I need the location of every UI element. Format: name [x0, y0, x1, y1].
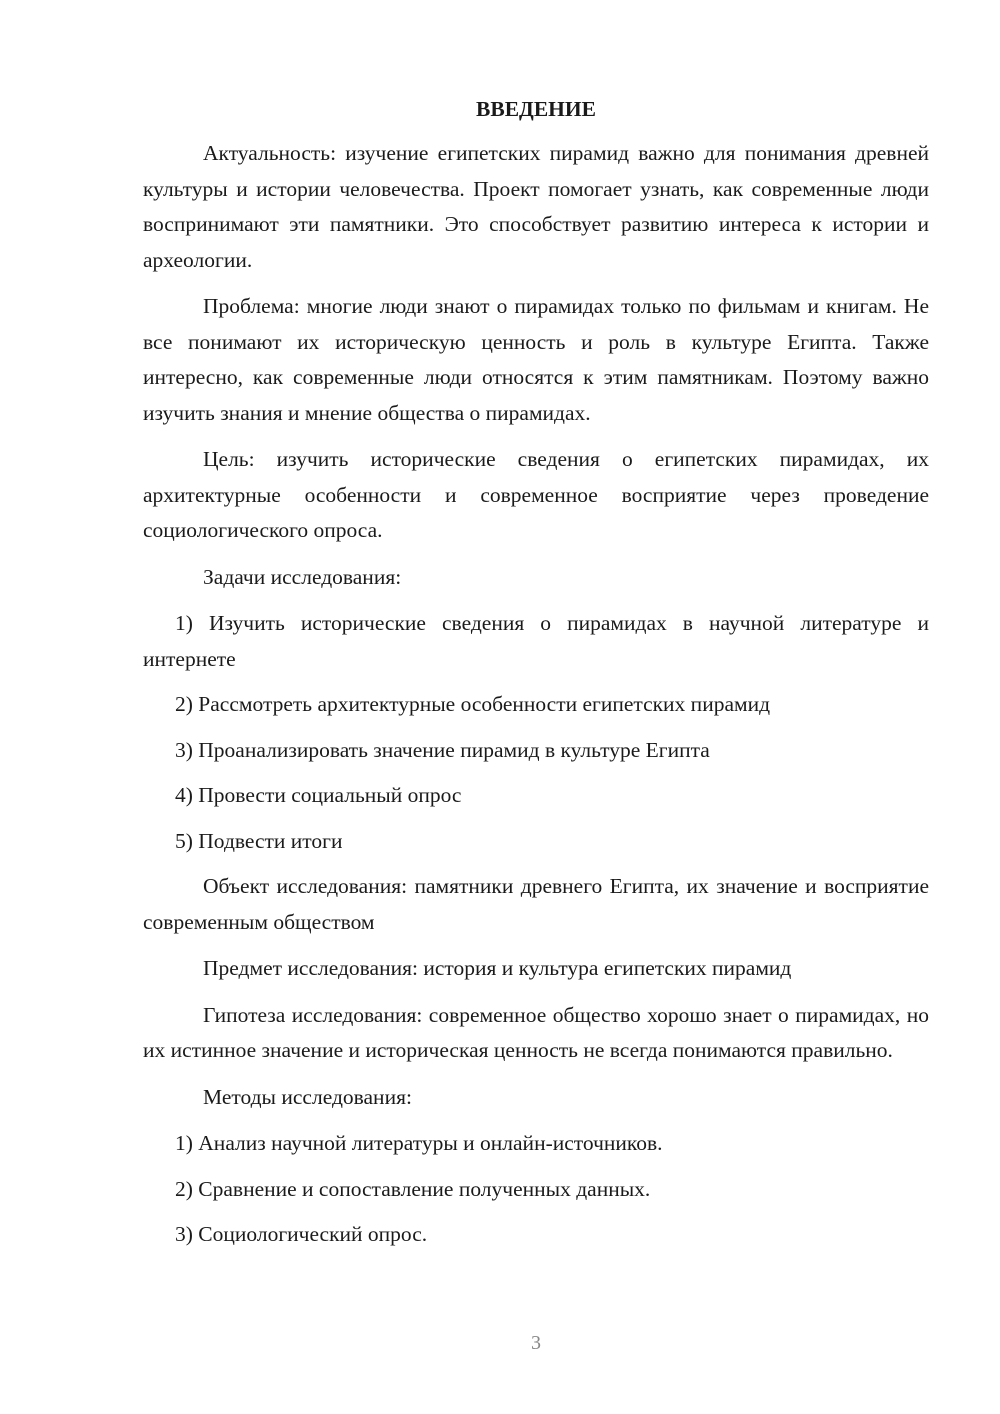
- method-item-2: 2) Сравнение и сопоставление полученных данных.: [175, 1176, 651, 1201]
- methods-heading: Методы исследования:: [203, 1084, 412, 1109]
- task-item-5: 5) Подвести итоги: [175, 828, 343, 853]
- goal-paragraph: Цель: изучить исторические сведения о египетских пирамидах, их архитектурные особенности и современное восприятие через проведение социологического опроса.: [143, 447, 929, 542]
- problem-paragraph: Проблема: многие люди знают о пирамидах только по фильмам и книгам. Не все понимают их историческую ценность и роль в культуре Египта. Также интересно, как современные люди относятся к этим памятникам. Поэтому важно изучить знания и мнение общества о пирамидах.: [143, 294, 929, 425]
- task-item-3: 3) Проанализировать значение пирамид в культуре Египта: [175, 737, 710, 762]
- method-item-3: 3) Социологический опрос.: [175, 1222, 428, 1246]
- page-number: 3: [531, 1332, 541, 1354]
- page-title: ВВЕДЕНИЕ: [476, 97, 596, 121]
- subject-paragraph: Предмет исследования: история и культура египетских пирамид: [203, 956, 792, 980]
- relevance-paragraph: Актуальность: изучение египетских пирамид важно для понимания древней культуры и истории человечества. Проект помогает узнать, как современные люди воспринимают эти памятники. Это способствует развитию интереса к истории и археологии.: [143, 141, 929, 272]
- method-item-1: 1) Анализ научной литературы и онлайн-источников.: [175, 1131, 663, 1155]
- tasks-heading: Задачи исследования:: [203, 564, 402, 589]
- hypothesis-paragraph: Гипотеза исследования: современное общество хорошо знает о пирамидах, но их истинное значение и историческая ценность не всегда понимаются правильно.: [143, 1002, 929, 1062]
- task-item-1: 1) Изучить исторические сведения о пирамидах в научной литературе и интернете: [143, 611, 929, 671]
- document-page: [143, 92, 929, 1263]
- task-item-2: 2) Рассмотреть архитектурные особенности египетских пирамид: [175, 692, 771, 716]
- object-paragraph: Объект исследования: памятники древнего Египта, их значение и восприятие современным обществом: [143, 874, 929, 934]
- task-item-4: 4) Провести социальный опрос: [175, 783, 462, 807]
